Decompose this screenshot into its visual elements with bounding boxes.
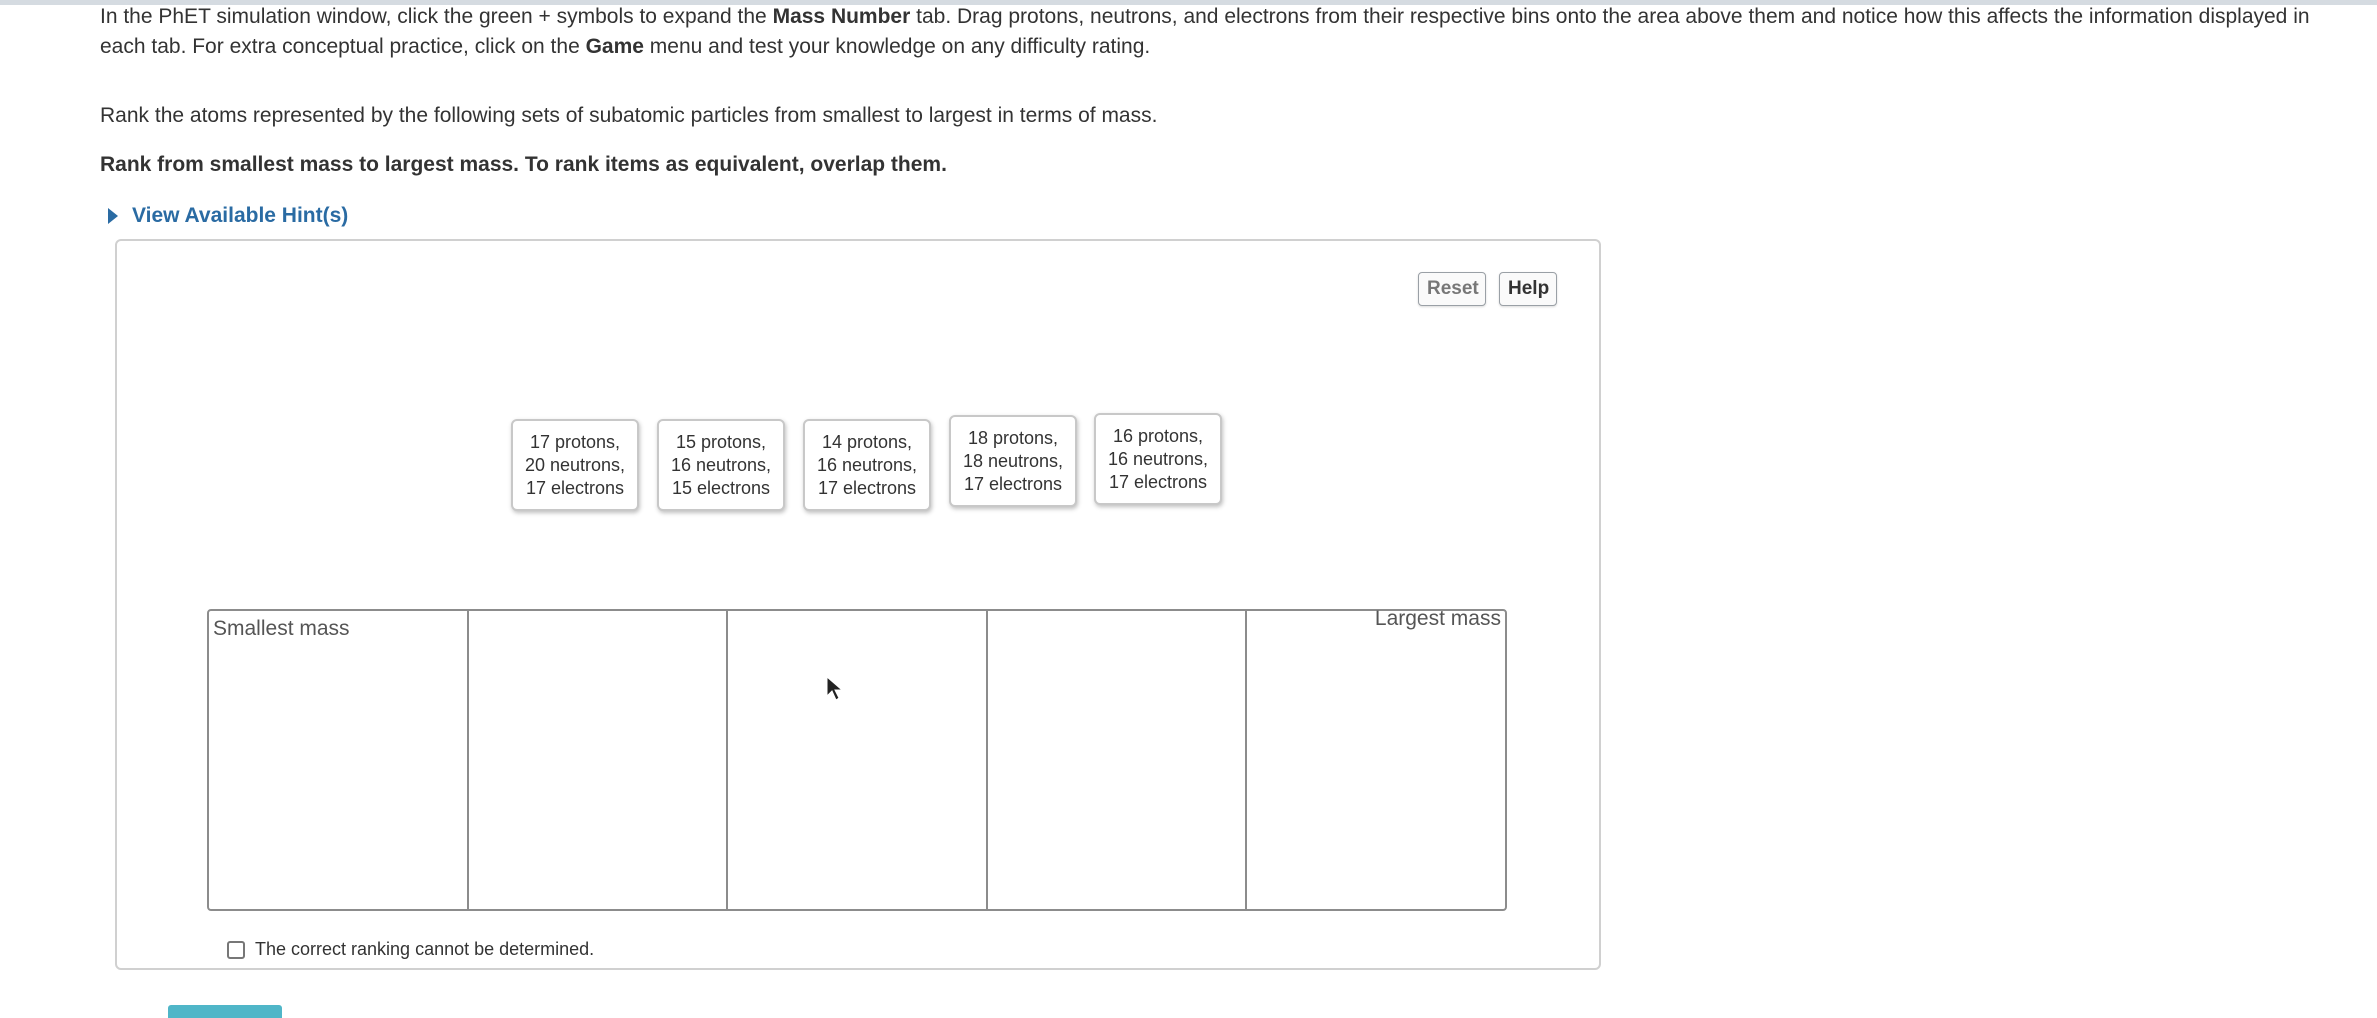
atom-card-1[interactable] (511, 419, 639, 511)
atom-card-2[interactable] (657, 419, 785, 511)
rank-slot-4[interactable] (988, 611, 1248, 909)
help-button[interactable]: Help (1499, 272, 1557, 306)
rank-slot-5[interactable] (1247, 607, 1505, 909)
card-line: 20 neutrons, (524, 454, 626, 475)
cannot-determine-option[interactable] (227, 939, 594, 960)
instructions-text-2: tab. Drag protons, neutrons, and electrons from their respective bins onto the area above them and notice how this affects the information displayed in each tab. For extra conceptual practice, click on the (100, 5, 2310, 58)
rank-instruction: Rank from smallest mass to largest mass. To rank items as equivalent, overlap them. (100, 153, 947, 176)
submit-button[interactable] (168, 1005, 282, 1018)
view-hints-toggle[interactable] (108, 204, 348, 228)
card-line: 18 neutrons, (962, 450, 1064, 471)
card-line: 16 neutrons, (1107, 448, 1209, 469)
card-line: 18 protons, (967, 427, 1059, 448)
instructions-bold-mass-number: Mass Number (772, 5, 911, 28)
card-line: 14 protons, (821, 431, 913, 452)
instructions-paragraph (100, 2, 2330, 62)
rank-slot-3[interactable] (728, 611, 988, 909)
card-line: 15 electrons (671, 477, 771, 498)
card-line: 15 protons, (675, 431, 767, 452)
view-hints-label: View Available Hint(s) (132, 204, 349, 227)
card-line: 17 protons, (529, 431, 621, 452)
card-line: 16 protons, (1112, 425, 1204, 446)
instructions-text-1: In the PhET simulation window, click the green + symbols to expand the (100, 5, 773, 28)
card-line: 17 electrons (963, 473, 1063, 494)
instructions-text-3: menu and test your knowledge on any difficulty rating. (643, 35, 1151, 58)
cannot-determine-checkbox[interactable] (227, 941, 245, 959)
atom-card-5[interactable] (1094, 413, 1222, 505)
reset-button[interactable]: Reset (1418, 272, 1486, 306)
smallest-mass-label: Smallest mass (213, 617, 350, 640)
atom-card-4[interactable] (949, 415, 1077, 507)
atom-card-3[interactable] (803, 419, 931, 511)
card-line: 17 electrons (817, 477, 917, 498)
card-line: 17 electrons (1108, 471, 1208, 492)
instructions-bold-game: Game (585, 35, 644, 58)
rank-slot-2[interactable] (469, 611, 729, 909)
ranking-panel (115, 239, 1601, 970)
card-line: 16 neutrons, (816, 454, 918, 475)
mouse-pointer-icon (826, 676, 844, 702)
caret-right-icon (108, 208, 118, 224)
card-line: 17 electrons (525, 477, 625, 498)
rank-slot-1[interactable] (209, 611, 469, 909)
card-line: 16 neutrons, (670, 454, 772, 475)
question-text: Rank the atoms represented by the following sets of subatomic particles from smallest to largest in terms of mass. (100, 104, 1158, 127)
cannot-determine-label: The correct ranking cannot be determined. (255, 939, 595, 959)
largest-mass-label: Largest mass (1374, 607, 1501, 630)
ranking-drop-zone (207, 609, 1507, 911)
